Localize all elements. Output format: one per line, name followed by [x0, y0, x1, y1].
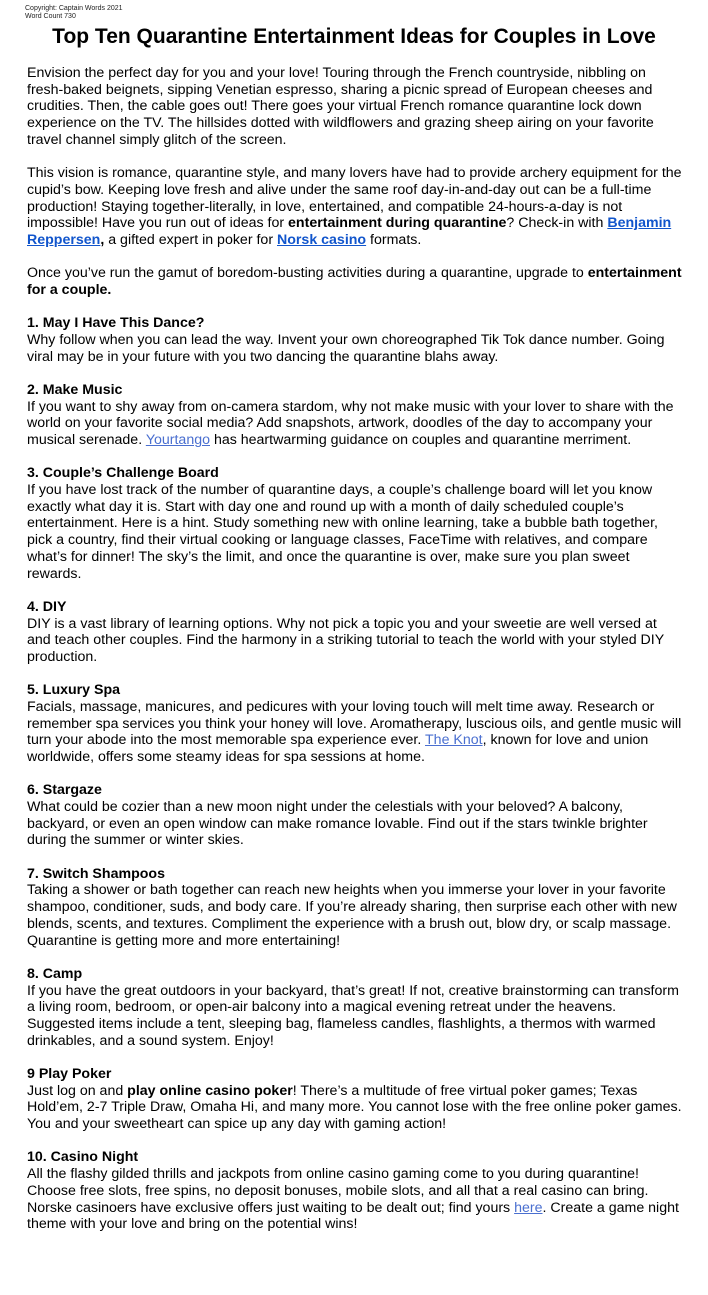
section-heading: 10. Casino Night [27, 1149, 139, 1166]
section-5 [27, 682, 682, 766]
section-text: , known for love and union worldwide, offers some steamy ideas for spa sessions at home. [27, 732, 649, 766]
section-heading: 9 Play Poker [27, 1065, 112, 1082]
word-count-line: Word Count 730 [25, 13, 76, 20]
section-text: If you want to shy away from on-camera stardom, why not make music with your lover to share with the world on your favorite social media? Add snapshots, artwork, doodles of the day to accompany your musical serenade. [27, 398, 674, 449]
section-heading: 7. Switch Shampoos [27, 865, 165, 882]
intro-bold: entertainment for a couple. [27, 265, 682, 298]
section-heading: 2. Make Music [27, 381, 123, 398]
yourtango-link[interactable]: Yourtango [145, 432, 210, 449]
section-text: If you have lost track of the number of quarantine days, a couple’s challenge board will let you know exactly what day it is. Start with day one and round up with a month of daily scheduled couple’s entertainment. Here is a hint. Study something new with online learning, take a bubble bath together, pick a country, find their virtual cooking or language classes, FaceTime with relatives, and compare what’s for dinner! The sky’s the limit, and once the quarantine is over, make sure you plan sweet rewards. [27, 482, 658, 582]
section-text: Facials, massage, manicures, and pedicures with your loving touch will melt time away. Research or remember spa services you think your honey will love. Aromatherapy, luscious oils, and gentle music will turn your abode into the most memorable spa experience ever. [27, 698, 682, 749]
section-text: Why follow when you can lead the way. Invent your own choreographed Tik Tok dance number. Going viral may be in your future with you two dancing the quarantine blahs away. [27, 331, 665, 365]
intro-paragraph-1: Envision the perfect day for you and your love! Touring through the French countryside, nibbling on fresh-baked beignets, sipping Venetian espresso, sharing a picnic spread of European cheeses and crudities. Then, the cable goes out! There goes your virtual French romance quarantine lock down experience on the TV. The hillsides dotted with wildflowers and grazing sheep airing on your favorite travel channel simply glitch of the screen. [27, 65, 654, 148]
intro-text: ? Check-in with [506, 215, 608, 232]
section-bold: play online casino poker [127, 1082, 293, 1099]
section-heading: 4. DIY [27, 598, 67, 615]
section-text: has heartwarming guidance on couples and quarantine merriment. [210, 432, 632, 449]
section-text: DIY is a vast library of learning options. Why not pick a topic you and your sweetie are well versed at and teach other couples. Find the harmony in a striking tutorial to teach the world with your styled DIY production. [27, 615, 664, 665]
section-heading: 3. Couple’s Challenge Board [27, 465, 219, 482]
article-title: Top Ten Quarantine Entertainment Ideas for Couples in Love [52, 25, 656, 48]
section-text: Just log on and [27, 1082, 128, 1099]
section-2 [27, 382, 682, 449]
section-text: ! There’s a multitude of free virtual poker games; Texas Hold’em, 2-7 Triple Draw, Omaha Hi, and many more. You cannot lose with the free online poker games. You and your sweetheart can spice up any day with gaming action! [27, 1082, 682, 1133]
section-text: What could be cozier than a new moon night under the celestials with your beloved? A balcony, backyard, or even an open window can make romance lovable. Find out if the stars twinkle brighter during the summer or winter skies. [27, 799, 648, 849]
section-6 [27, 782, 682, 849]
copyright-line: Copyright: Captain Words 2021 [25, 5, 123, 12]
section-8 [27, 966, 682, 1050]
section-text: If you have the great outdoors in your backyard, that’s great! If not, creative brainstorming can transform a living room, bedroom, or open-air balcony into a magical evening retreat under the heavens. Suggested items include a tent, sleeping bag, flameless candles, flashlights, a thermos with warmed drinkables, and a sound system. Enjoy! [27, 982, 679, 1049]
intro-text: Once you’ve run the gamut of boredom-busting activities during a quarantine, upgrade to [27, 265, 588, 282]
section-heading: 8. Camp [27, 965, 83, 982]
section-4 [27, 599, 682, 666]
section-10 [27, 1149, 682, 1233]
intro-comma: , [100, 231, 105, 248]
article-body [27, 65, 682, 1250]
intro-bold: entertainment during quarantine [288, 215, 507, 232]
norsk-casino-link[interactable]: Norsk casino [277, 231, 367, 248]
intro-paragraph-3 [27, 265, 682, 298]
intro-text: a gifted expert in poker for [104, 231, 277, 248]
section-heading: 5. Luxury Spa [27, 682, 121, 699]
the-knot-link[interactable]: The Knot [425, 732, 483, 749]
intro-text: formats. [366, 231, 422, 248]
section-3 [27, 465, 682, 582]
benjamin-reppersen-link[interactable]: Benjamin Reppersen [27, 215, 672, 248]
section-9 [27, 1066, 682, 1133]
section-text: Taking a shower or bath together can reach new heights when you immerse your lover in your favorite shampoo, conditioner, suds, and body care. If you’re already sharing, then surprise each other with new blends, scents, and textures. Compliment the experience with a brush out, blow dry, or scalp massage. Quarantine is getting more and more entertaining! [27, 882, 677, 949]
section-text: . Create a game night theme with your love and bring on the potential wins! [27, 1199, 679, 1233]
section-heading: 1. May I Have This Dance? [27, 315, 205, 332]
section-7 [27, 866, 682, 950]
intro-text: This vision is romance, quarantine style, and many lovers have had to provide archery equipment for the cupid’s bow. Keeping love fresh and alive under the same roof day-in-and-day out can be a full-time production! Staying together-literally, in love, entertained, and compatible 24-hours-a-day is not impossible! Have you run out of ideas for [27, 165, 682, 232]
here-link[interactable]: here [514, 1199, 543, 1216]
section-text: All the flashy gilded thrills and jackpots from online casino gaming come to you during quarantine! Choose free slots, free spins, no deposit bonuses, mobile slots, and all that a real casino can bring. Norske casinoers have exclusive offers just waiting to be dealt out; find yours [27, 1166, 649, 1216]
section-heading: 6. Stargaze [27, 782, 102, 799]
intro-paragraph-2 [27, 165, 682, 249]
section-1 [27, 315, 682, 365]
